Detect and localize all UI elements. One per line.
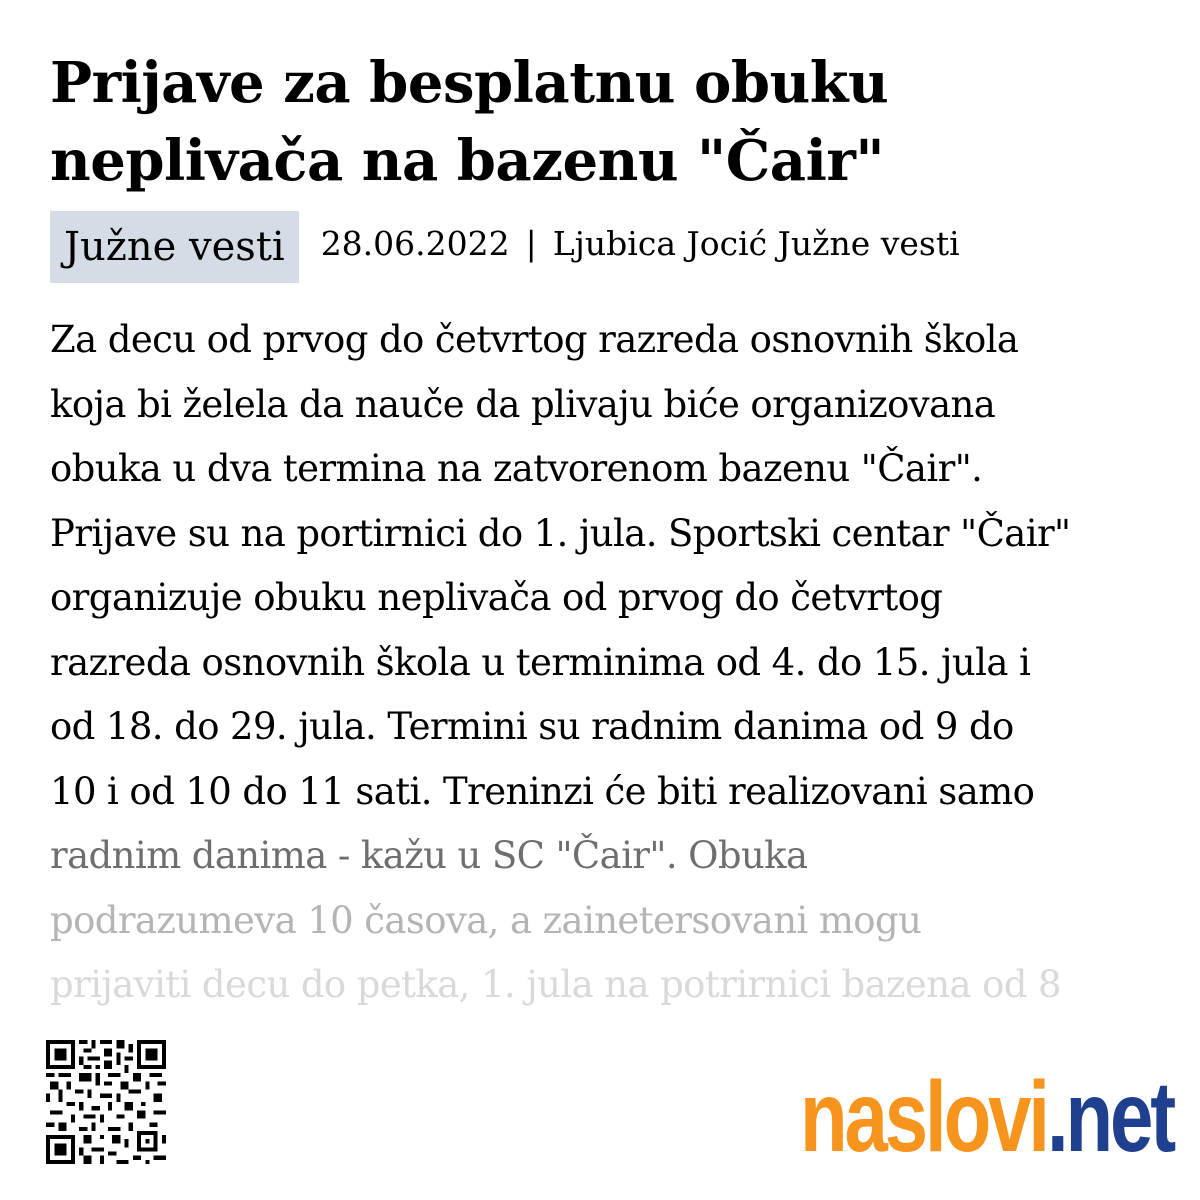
article-body	[50, 308, 1160, 1018]
qr-code-icon[interactable]	[46, 1040, 166, 1164]
publish-date: 28.06.2022	[320, 224, 510, 263]
body-line: obuka u dva termina na zatvorenom bazenu "Čair".	[50, 447, 983, 490]
body-line-faded: podrazumeva 10 časova, a zainetersovani mogu	[50, 898, 922, 942]
body-line-faded: radnim danima - kažu u SC "Čair". Obuka	[50, 834, 808, 877]
site-logo[interactable]	[800, 1062, 1173, 1172]
meta-line	[321, 211, 960, 277]
article-title	[50, 44, 1160, 200]
article-meta	[50, 211, 960, 283]
body-line: Prijave su na portirnici do 1. jula. Sportski centar "Čair"	[50, 511, 1071, 555]
body-line-faded: prijaviti decu do petka, 1. jula na potrirnici bazena od 8	[50, 963, 1061, 1006]
author-name: Ljubica Jocić Južne vesti	[552, 224, 960, 263]
source-badge[interactable]: Južne vesti	[50, 211, 299, 283]
meta-separator: |	[525, 224, 537, 263]
logo-text-net: .net	[1046, 1061, 1174, 1173]
body-line: Za decu od prvog do četvrtog razreda osnovnih škola	[50, 318, 1019, 361]
article-title-line-2: neplivača na bazenu "Čair"	[50, 128, 885, 194]
body-line: od 18. do 29. jula. Termini su radnim danima od 9 do	[50, 705, 1014, 748]
body-line: razreda osnovnih škola u terminima od 4. do 15. jula i	[50, 640, 1031, 684]
logo-text-naslovi: naslovi	[800, 1061, 1047, 1173]
body-line: 10 i od 10 do 11 sati. Treninzi će biti realizovani samo	[50, 769, 1035, 813]
body-line: organizuje obuku neplivača od prvog do četvrtog	[50, 576, 943, 619]
article-title-line-1: Prijave za besplatnu obuku	[50, 50, 889, 116]
body-line: koja bi želela da nauče da plivaju biće organizovana	[50, 382, 996, 426]
